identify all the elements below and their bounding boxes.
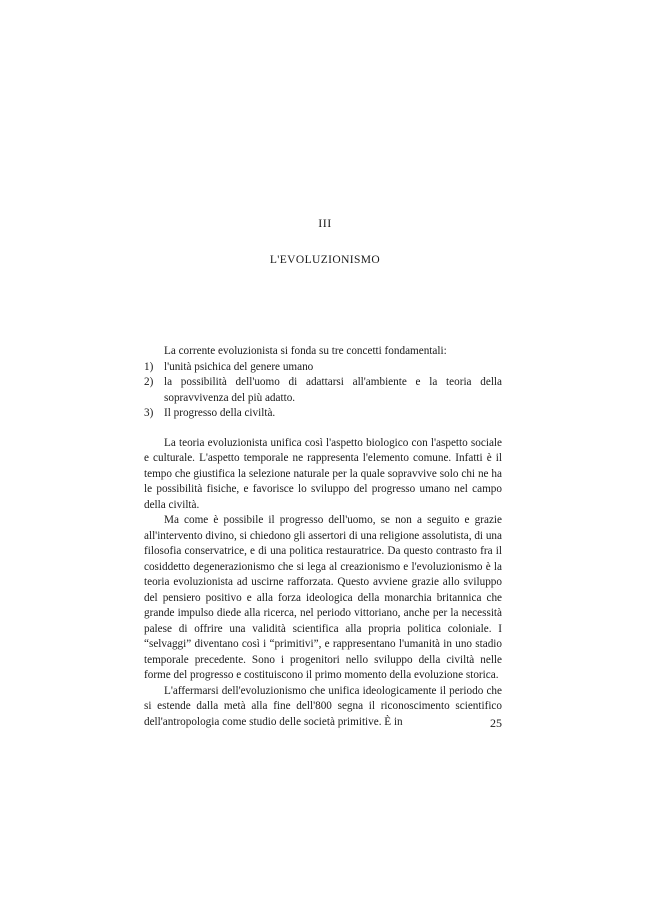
list-item [144, 375, 502, 406]
paragraph: Ma come è possibile il progresso dell'uomo, se non a seguito e grazie all'intervento divino, si chiedono gli assertori di una religione assolutista, di una filosofia conservatrice, e di una politica restauratrice. Da questo contrasto fra il cosiddetto degenerazionismo che si lega al creazionismo e l'evoluzionismo è la teoria evoluzionista ad uscirne rafforzata. Questo avviene grazie allo sviluppo del pensiero positivo e alla forza ideologica della monarchia britannica che grande impulso diede alla ricerca, nel periodo vittoriano, anche per la necessità palese di offrire una validità scientifica alla propria politica coloniale. I “selvaggi” diventano così i “primitivi”, e rappresentano l'umanità in uno stadio temporale precedente. Sono i progenitori nello sviluppo della civiltà nelle forme del progresso e costituiscono il primo momento della evoluzione storica. [144, 514, 502, 681]
list-item-text: l'unità psichica del genere umano [164, 360, 314, 373]
page-number: 25 [490, 716, 502, 730]
intro-paragraph: La corrente evoluzionista si fonda su tre concetti fondamentali: [164, 345, 447, 357]
paragraph-gap [144, 422, 502, 436]
list-item [144, 406, 502, 422]
paragraph: La teoria evoluzionista unifica così l'aspetto biologico con l'aspetto sociale e culturale. L'aspetto temporale ne rappresenta l'elemento comune. Infatti è il tempo che giustifica la selezione naturale per la quale sopravvive solo chi ne ha le possibilità fisiche, e favorisce lo sviluppo del progresso umano nel campo della civiltà. [144, 436, 502, 511]
list-item-number: 3) [144, 407, 154, 419]
list-item [144, 360, 502, 376]
list-item-text: Il progresso della civiltà. [164, 407, 276, 419]
concepts-list [144, 360, 502, 422]
paragraph: L'affermarsi dell'evoluzionismo che unifica ideologicamente il periodo che si estende dalla metà alla fine dell'800 segna il riconoscimento scientifico dell'antropologia come studio delle società primitive. È in [144, 684, 502, 728]
list-item-number: 2) [144, 376, 154, 388]
list-item-text: la possibilità dell'uomo di adattarsi all'ambiente e la teoria della sopravvivenza del più adatto. [164, 376, 502, 404]
list-item-number: 1) [144, 360, 154, 373]
chapter-number: III [318, 216, 332, 230]
chapter-title: L'EVOLUZIONISMO [269, 254, 381, 266]
body-text [144, 344, 502, 730]
